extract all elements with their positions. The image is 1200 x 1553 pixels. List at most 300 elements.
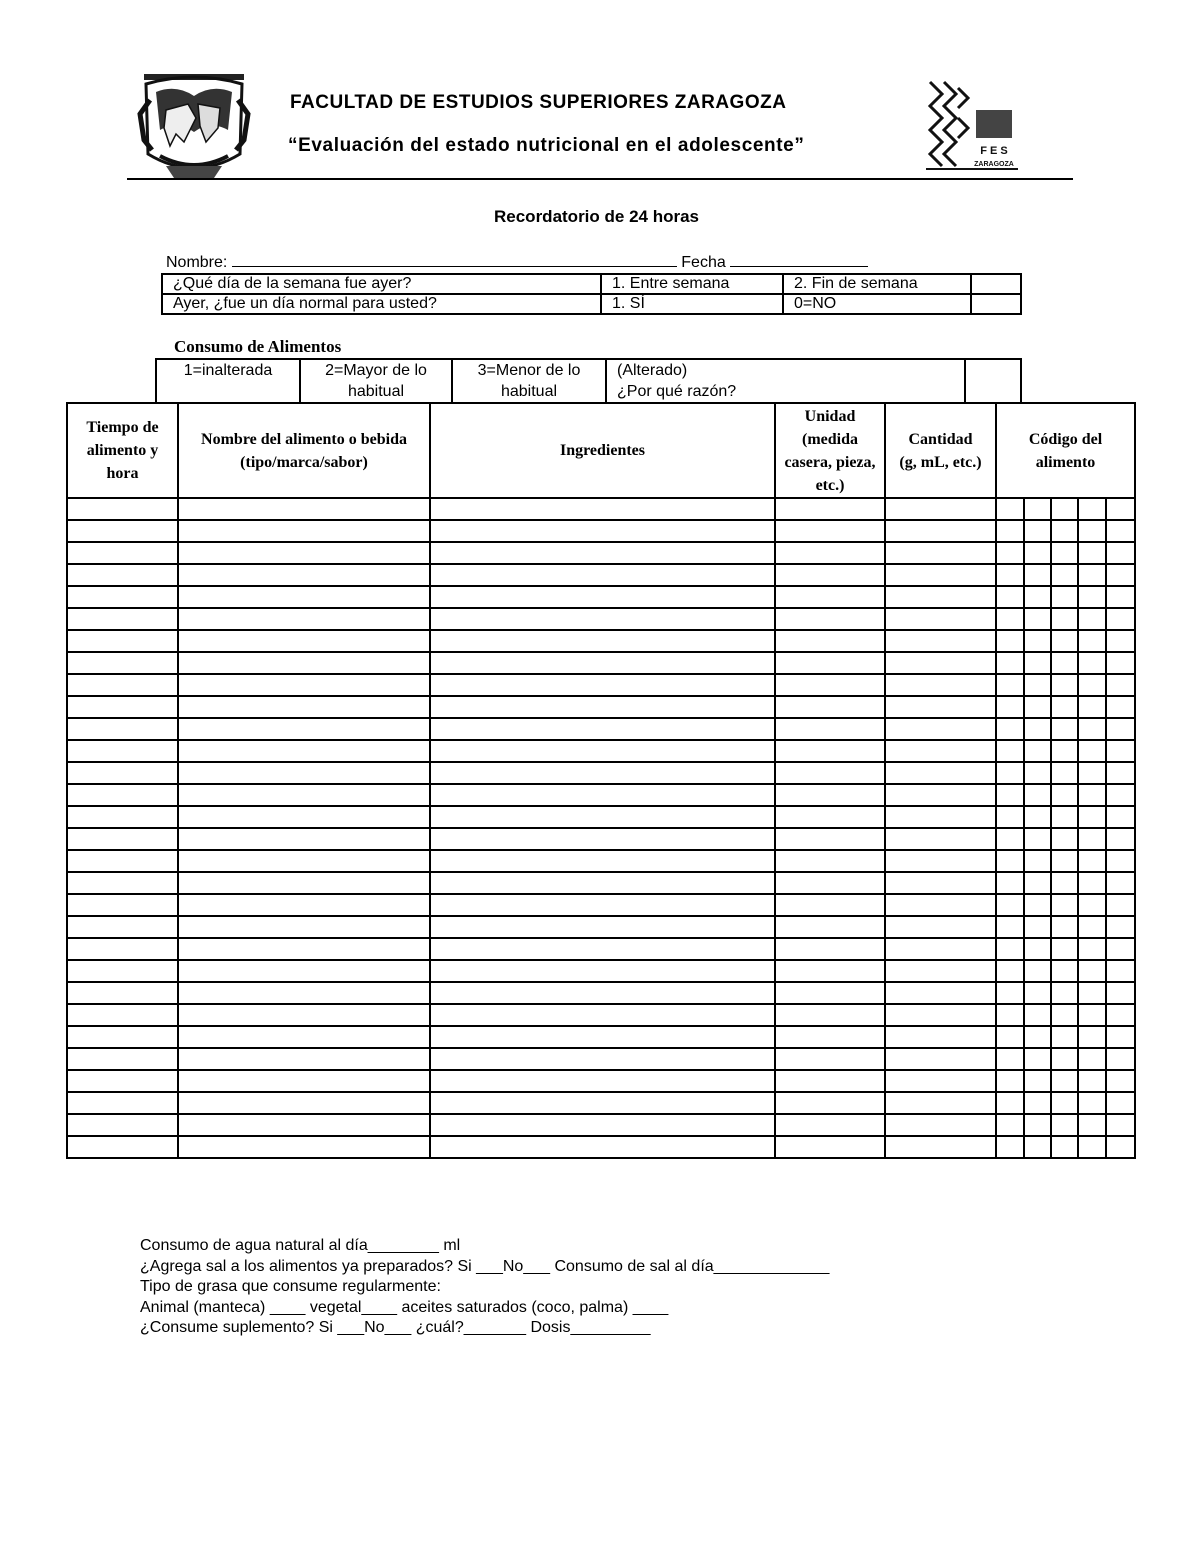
codigo-digit-cell[interactable] xyxy=(996,586,1024,608)
tiempo-cell[interactable] xyxy=(67,498,178,520)
unidad-cell[interactable] xyxy=(775,850,885,872)
ingredientes-cell[interactable] xyxy=(430,1026,775,1048)
tiempo-cell[interactable] xyxy=(67,1026,178,1048)
ingredientes-cell[interactable] xyxy=(430,1092,775,1114)
codigo-digit-cell[interactable] xyxy=(996,806,1024,828)
tiempo-cell[interactable] xyxy=(67,960,178,982)
tiempo-cell[interactable] xyxy=(67,872,178,894)
codigo-digit-cell[interactable] xyxy=(1051,498,1078,520)
codigo-digit-cell[interactable] xyxy=(1051,762,1078,784)
nombre-cell[interactable] xyxy=(178,916,430,938)
cantidad-cell[interactable] xyxy=(885,916,996,938)
ingredientes-cell[interactable] xyxy=(430,608,775,630)
codigo-digit-cell[interactable] xyxy=(1078,1048,1106,1070)
codigo-digit-cell[interactable] xyxy=(1106,586,1135,608)
ingredientes-cell[interactable] xyxy=(430,718,775,740)
unidad-cell[interactable] xyxy=(775,762,885,784)
codigo-digit-cell[interactable] xyxy=(1106,784,1135,806)
unidad-cell[interactable] xyxy=(775,938,885,960)
unidad-cell[interactable] xyxy=(775,872,885,894)
tiempo-cell[interactable] xyxy=(67,806,178,828)
codigo-digit-cell[interactable] xyxy=(1106,652,1135,674)
codigo-digit-cell[interactable] xyxy=(1024,586,1051,608)
nombre-cell[interactable] xyxy=(178,1092,430,1114)
tiempo-cell[interactable] xyxy=(67,542,178,564)
unidad-cell[interactable] xyxy=(775,696,885,718)
codigo-digit-cell[interactable] xyxy=(1051,916,1078,938)
unidad-cell[interactable] xyxy=(775,806,885,828)
nombre-cell[interactable] xyxy=(178,1048,430,1070)
nombre-cell[interactable] xyxy=(178,652,430,674)
ingredientes-cell[interactable] xyxy=(430,1004,775,1026)
cantidad-cell[interactable] xyxy=(885,520,996,542)
codigo-digit-cell[interactable] xyxy=(1106,520,1135,542)
cantidad-cell[interactable] xyxy=(885,674,996,696)
nombre-cell[interactable] xyxy=(178,498,430,520)
nombre-cell[interactable] xyxy=(178,718,430,740)
tiempo-cell[interactable] xyxy=(67,1136,178,1158)
codigo-digit-cell[interactable] xyxy=(996,1026,1024,1048)
codigo-digit-cell[interactable] xyxy=(1078,982,1106,1004)
codigo-digit-cell[interactable] xyxy=(1024,564,1051,586)
codigo-digit-cell[interactable] xyxy=(996,916,1024,938)
cantidad-cell[interactable] xyxy=(885,586,996,608)
nombre-cell[interactable] xyxy=(178,1070,430,1092)
cantidad-cell[interactable] xyxy=(885,850,996,872)
codigo-digit-cell[interactable] xyxy=(1024,828,1051,850)
unidad-cell[interactable] xyxy=(775,608,885,630)
tiempo-cell[interactable] xyxy=(67,740,178,762)
codigo-digit-cell[interactable] xyxy=(1024,1114,1051,1136)
ingredientes-cell[interactable] xyxy=(430,894,775,916)
cantidad-cell[interactable] xyxy=(885,608,996,630)
codigo-digit-cell[interactable] xyxy=(1106,542,1135,564)
codigo-digit-cell[interactable] xyxy=(1051,1026,1078,1048)
codigo-digit-cell[interactable] xyxy=(1078,498,1106,520)
nombre-cell[interactable] xyxy=(178,608,430,630)
tiempo-cell[interactable] xyxy=(67,674,178,696)
codigo-digit-cell[interactable] xyxy=(1024,982,1051,1004)
codigo-digit-cell[interactable] xyxy=(1078,938,1106,960)
codigo-digit-cell[interactable] xyxy=(1106,718,1135,740)
ingredientes-cell[interactable] xyxy=(430,520,775,542)
codigo-digit-cell[interactable] xyxy=(1024,740,1051,762)
codigo-digit-cell[interactable] xyxy=(1106,806,1135,828)
codigo-digit-cell[interactable] xyxy=(1106,1048,1135,1070)
codigo-digit-cell[interactable] xyxy=(996,1114,1024,1136)
codigo-digit-cell[interactable] xyxy=(1078,564,1106,586)
codigo-digit-cell[interactable] xyxy=(1078,1070,1106,1092)
codigo-digit-cell[interactable] xyxy=(996,608,1024,630)
codigo-digit-cell[interactable] xyxy=(1024,542,1051,564)
codigo-digit-cell[interactable] xyxy=(1078,762,1106,784)
unidad-cell[interactable] xyxy=(775,1004,885,1026)
nombre-cell[interactable] xyxy=(178,1136,430,1158)
cantidad-cell[interactable] xyxy=(885,564,996,586)
unidad-cell[interactable] xyxy=(775,982,885,1004)
cantidad-cell[interactable] xyxy=(885,740,996,762)
unidad-cell[interactable] xyxy=(775,674,885,696)
unidad-cell[interactable] xyxy=(775,542,885,564)
codigo-digit-cell[interactable] xyxy=(996,894,1024,916)
tiempo-cell[interactable] xyxy=(67,1004,178,1026)
tiempo-cell[interactable] xyxy=(67,916,178,938)
codigo-digit-cell[interactable] xyxy=(1024,674,1051,696)
codigo-digit-cell[interactable] xyxy=(1051,960,1078,982)
codigo-digit-cell[interactable] xyxy=(1024,498,1051,520)
codigo-digit-cell[interactable] xyxy=(1078,740,1106,762)
cantidad-cell[interactable] xyxy=(885,1004,996,1026)
codigo-digit-cell[interactable] xyxy=(1078,850,1106,872)
codigo-digit-cell[interactable] xyxy=(996,740,1024,762)
nombre-cell[interactable] xyxy=(178,1114,430,1136)
ingredientes-cell[interactable] xyxy=(430,740,775,762)
cantidad-cell[interactable] xyxy=(885,1114,996,1136)
codigo-digit-cell[interactable] xyxy=(1024,1092,1051,1114)
codigo-digit-cell[interactable] xyxy=(1051,806,1078,828)
codigo-digit-cell[interactable] xyxy=(1024,916,1051,938)
codigo-digit-cell[interactable] xyxy=(1051,850,1078,872)
codigo-digit-cell[interactable] xyxy=(1106,828,1135,850)
tiempo-cell[interactable] xyxy=(67,894,178,916)
codigo-digit-cell[interactable] xyxy=(1078,828,1106,850)
codigo-digit-cell[interactable] xyxy=(996,938,1024,960)
answer-box[interactable] xyxy=(971,274,1021,294)
codigo-digit-cell[interactable] xyxy=(1078,916,1106,938)
ingredientes-cell[interactable] xyxy=(430,1070,775,1092)
ingredientes-cell[interactable] xyxy=(430,806,775,828)
tiempo-cell[interactable] xyxy=(67,564,178,586)
unidad-cell[interactable] xyxy=(775,630,885,652)
nombre-cell[interactable] xyxy=(178,1004,430,1026)
codigo-digit-cell[interactable] xyxy=(996,674,1024,696)
codigo-digit-cell[interactable] xyxy=(1106,564,1135,586)
codigo-digit-cell[interactable] xyxy=(1024,1026,1051,1048)
cantidad-cell[interactable] xyxy=(885,1026,996,1048)
codigo-digit-cell[interactable] xyxy=(1078,608,1106,630)
codigo-digit-cell[interactable] xyxy=(1024,850,1051,872)
codigo-digit-cell[interactable] xyxy=(996,542,1024,564)
codigo-digit-cell[interactable] xyxy=(1051,982,1078,1004)
ingredientes-cell[interactable] xyxy=(430,674,775,696)
codigo-digit-cell[interactable] xyxy=(1024,1136,1051,1158)
codigo-digit-cell[interactable] xyxy=(1051,564,1078,586)
codigo-digit-cell[interactable] xyxy=(1024,762,1051,784)
codigo-digit-cell[interactable] xyxy=(1078,1026,1106,1048)
codigo-digit-cell[interactable] xyxy=(1078,1092,1106,1114)
codigo-digit-cell[interactable] xyxy=(1078,894,1106,916)
unidad-cell[interactable] xyxy=(775,498,885,520)
nombre-cell[interactable] xyxy=(178,740,430,762)
codigo-digit-cell[interactable] xyxy=(996,982,1024,1004)
codigo-digit-cell[interactable] xyxy=(1051,586,1078,608)
codigo-digit-cell[interactable] xyxy=(996,630,1024,652)
codigo-digit-cell[interactable] xyxy=(1051,740,1078,762)
codigo-digit-cell[interactable] xyxy=(996,960,1024,982)
cantidad-cell[interactable] xyxy=(885,498,996,520)
codigo-digit-cell[interactable] xyxy=(1051,1004,1078,1026)
ingredientes-cell[interactable] xyxy=(430,652,775,674)
unidad-cell[interactable] xyxy=(775,1070,885,1092)
ingredientes-cell[interactable] xyxy=(430,1114,775,1136)
cantidad-cell[interactable] xyxy=(885,1048,996,1070)
codigo-digit-cell[interactable] xyxy=(1024,630,1051,652)
codigo-digit-cell[interactable] xyxy=(1078,1136,1106,1158)
ingredientes-cell[interactable] xyxy=(430,696,775,718)
codigo-digit-cell[interactable] xyxy=(1051,1070,1078,1092)
codigo-digit-cell[interactable] xyxy=(1024,696,1051,718)
nombre-cell[interactable] xyxy=(178,542,430,564)
ingredientes-cell[interactable] xyxy=(430,784,775,806)
cantidad-cell[interactable] xyxy=(885,542,996,564)
codigo-digit-cell[interactable] xyxy=(1106,740,1135,762)
codigo-digit-cell[interactable] xyxy=(996,498,1024,520)
unidad-cell[interactable] xyxy=(775,1048,885,1070)
ingredientes-cell[interactable] xyxy=(430,564,775,586)
cantidad-cell[interactable] xyxy=(885,872,996,894)
cantidad-cell[interactable] xyxy=(885,652,996,674)
codigo-digit-cell[interactable] xyxy=(1078,586,1106,608)
unidad-cell[interactable] xyxy=(775,1092,885,1114)
codigo-digit-cell[interactable] xyxy=(1106,982,1135,1004)
codigo-digit-cell[interactable] xyxy=(1078,674,1106,696)
codigo-digit-cell[interactable] xyxy=(1078,520,1106,542)
codigo-digit-cell[interactable] xyxy=(1078,872,1106,894)
cantidad-cell[interactable] xyxy=(885,982,996,1004)
tiempo-cell[interactable] xyxy=(67,938,178,960)
nombre-cell[interactable] xyxy=(178,674,430,696)
codigo-digit-cell[interactable] xyxy=(1024,784,1051,806)
codigo-digit-cell[interactable] xyxy=(1024,872,1051,894)
tiempo-cell[interactable] xyxy=(67,850,178,872)
codigo-digit-cell[interactable] xyxy=(1051,828,1078,850)
codigo-digit-cell[interactable] xyxy=(1078,652,1106,674)
unidad-cell[interactable] xyxy=(775,652,885,674)
answer-box[interactable] xyxy=(965,359,1021,403)
codigo-digit-cell[interactable] xyxy=(1051,520,1078,542)
codigo-digit-cell[interactable] xyxy=(1106,498,1135,520)
codigo-digit-cell[interactable] xyxy=(1024,960,1051,982)
unidad-cell[interactable] xyxy=(775,718,885,740)
codigo-digit-cell[interactable] xyxy=(1051,718,1078,740)
ingredientes-cell[interactable] xyxy=(430,872,775,894)
unidad-cell[interactable] xyxy=(775,564,885,586)
ingredientes-cell[interactable] xyxy=(430,938,775,960)
unidad-cell[interactable] xyxy=(775,1136,885,1158)
codigo-digit-cell[interactable] xyxy=(996,718,1024,740)
unidad-cell[interactable] xyxy=(775,520,885,542)
codigo-digit-cell[interactable] xyxy=(1078,960,1106,982)
codigo-digit-cell[interactable] xyxy=(996,564,1024,586)
codigo-digit-cell[interactable] xyxy=(996,696,1024,718)
codigo-digit-cell[interactable] xyxy=(1106,1070,1135,1092)
codigo-digit-cell[interactable] xyxy=(1106,674,1135,696)
ingredientes-cell[interactable] xyxy=(430,1048,775,1070)
unidad-cell[interactable] xyxy=(775,1114,885,1136)
codigo-digit-cell[interactable] xyxy=(1024,608,1051,630)
unidad-cell[interactable] xyxy=(775,828,885,850)
ingredientes-cell[interactable] xyxy=(430,762,775,784)
tiempo-cell[interactable] xyxy=(67,652,178,674)
codigo-digit-cell[interactable] xyxy=(1051,894,1078,916)
codigo-digit-cell[interactable] xyxy=(996,520,1024,542)
nombre-cell[interactable] xyxy=(178,1026,430,1048)
tiempo-cell[interactable] xyxy=(67,784,178,806)
tiempo-cell[interactable] xyxy=(67,586,178,608)
codigo-digit-cell[interactable] xyxy=(996,784,1024,806)
unidad-cell[interactable] xyxy=(775,916,885,938)
codigo-digit-cell[interactable] xyxy=(996,872,1024,894)
ingredientes-cell[interactable] xyxy=(430,850,775,872)
ingredientes-cell[interactable] xyxy=(430,960,775,982)
codigo-digit-cell[interactable] xyxy=(1024,652,1051,674)
cantidad-cell[interactable] xyxy=(885,938,996,960)
codigo-digit-cell[interactable] xyxy=(1051,652,1078,674)
cantidad-cell[interactable] xyxy=(885,1136,996,1158)
codigo-digit-cell[interactable] xyxy=(1051,696,1078,718)
tiempo-cell[interactable] xyxy=(67,1114,178,1136)
codigo-digit-cell[interactable] xyxy=(1078,784,1106,806)
tiempo-cell[interactable] xyxy=(67,982,178,1004)
cantidad-cell[interactable] xyxy=(885,960,996,982)
tiempo-cell[interactable] xyxy=(67,608,178,630)
tiempo-cell[interactable] xyxy=(67,718,178,740)
codigo-digit-cell[interactable] xyxy=(996,1004,1024,1026)
codigo-digit-cell[interactable] xyxy=(1024,1048,1051,1070)
codigo-digit-cell[interactable] xyxy=(1106,630,1135,652)
codigo-digit-cell[interactable] xyxy=(1106,960,1135,982)
codigo-digit-cell[interactable] xyxy=(1106,1092,1135,1114)
codigo-digit-cell[interactable] xyxy=(1051,872,1078,894)
codigo-digit-cell[interactable] xyxy=(1078,542,1106,564)
codigo-digit-cell[interactable] xyxy=(1024,806,1051,828)
nombre-cell[interactable] xyxy=(178,784,430,806)
codigo-digit-cell[interactable] xyxy=(996,828,1024,850)
codigo-digit-cell[interactable] xyxy=(1024,1070,1051,1092)
codigo-digit-cell[interactable] xyxy=(1078,806,1106,828)
tiempo-cell[interactable] xyxy=(67,828,178,850)
ingredientes-cell[interactable] xyxy=(430,916,775,938)
codigo-digit-cell[interactable] xyxy=(1051,674,1078,696)
codigo-digit-cell[interactable] xyxy=(1024,938,1051,960)
cantidad-cell[interactable] xyxy=(885,1092,996,1114)
codigo-digit-cell[interactable] xyxy=(1106,872,1135,894)
codigo-digit-cell[interactable] xyxy=(1051,1136,1078,1158)
nombre-cell[interactable] xyxy=(178,762,430,784)
ingredientes-cell[interactable] xyxy=(430,828,775,850)
nombre-cell[interactable] xyxy=(178,982,430,1004)
codigo-digit-cell[interactable] xyxy=(1106,1004,1135,1026)
nombre-cell[interactable] xyxy=(178,960,430,982)
nombre-cell[interactable] xyxy=(178,850,430,872)
codigo-digit-cell[interactable] xyxy=(1106,1026,1135,1048)
ingredientes-cell[interactable] xyxy=(430,982,775,1004)
fecha-field[interactable] xyxy=(730,252,868,267)
codigo-digit-cell[interactable] xyxy=(1106,762,1135,784)
cantidad-cell[interactable] xyxy=(885,894,996,916)
cantidad-cell[interactable] xyxy=(885,762,996,784)
nombre-cell[interactable] xyxy=(178,806,430,828)
codigo-digit-cell[interactable] xyxy=(1024,1004,1051,1026)
codigo-digit-cell[interactable] xyxy=(1106,916,1135,938)
tiempo-cell[interactable] xyxy=(67,630,178,652)
unidad-cell[interactable] xyxy=(775,784,885,806)
nombre-cell[interactable] xyxy=(178,828,430,850)
tiempo-cell[interactable] xyxy=(67,1048,178,1070)
codigo-digit-cell[interactable] xyxy=(1024,718,1051,740)
codigo-digit-cell[interactable] xyxy=(1106,1114,1135,1136)
tiempo-cell[interactable] xyxy=(67,520,178,542)
ingredientes-cell[interactable] xyxy=(430,498,775,520)
nombre-cell[interactable] xyxy=(178,630,430,652)
codigo-digit-cell[interactable] xyxy=(1078,1004,1106,1026)
answer-box[interactable] xyxy=(971,294,1021,314)
nombre-cell[interactable] xyxy=(178,938,430,960)
ingredientes-cell[interactable] xyxy=(430,1136,775,1158)
codigo-digit-cell[interactable] xyxy=(1078,630,1106,652)
cantidad-cell[interactable] xyxy=(885,1070,996,1092)
cantidad-cell[interactable] xyxy=(885,718,996,740)
nombre-cell[interactable] xyxy=(178,696,430,718)
cantidad-cell[interactable] xyxy=(885,696,996,718)
codigo-digit-cell[interactable] xyxy=(1106,850,1135,872)
codigo-digit-cell[interactable] xyxy=(996,850,1024,872)
unidad-cell[interactable] xyxy=(775,586,885,608)
codigo-digit-cell[interactable] xyxy=(996,652,1024,674)
codigo-digit-cell[interactable] xyxy=(1078,718,1106,740)
ingredientes-cell[interactable] xyxy=(430,586,775,608)
ingredientes-cell[interactable] xyxy=(430,630,775,652)
codigo-digit-cell[interactable] xyxy=(996,762,1024,784)
codigo-digit-cell[interactable] xyxy=(1051,542,1078,564)
codigo-digit-cell[interactable] xyxy=(1024,520,1051,542)
cantidad-cell[interactable] xyxy=(885,828,996,850)
unidad-cell[interactable] xyxy=(775,960,885,982)
cantidad-cell[interactable] xyxy=(885,806,996,828)
nombre-cell[interactable] xyxy=(178,564,430,586)
nombre-cell[interactable] xyxy=(178,586,430,608)
codigo-digit-cell[interactable] xyxy=(1078,696,1106,718)
codigo-digit-cell[interactable] xyxy=(996,1136,1024,1158)
codigo-digit-cell[interactable] xyxy=(1051,630,1078,652)
cantidad-cell[interactable] xyxy=(885,784,996,806)
unidad-cell[interactable] xyxy=(775,1026,885,1048)
codigo-digit-cell[interactable] xyxy=(1051,1114,1078,1136)
unidad-cell[interactable] xyxy=(775,894,885,916)
nombre-cell[interactable] xyxy=(178,894,430,916)
codigo-digit-cell[interactable] xyxy=(1078,1114,1106,1136)
codigo-digit-cell[interactable] xyxy=(1106,894,1135,916)
codigo-digit-cell[interactable] xyxy=(1106,696,1135,718)
nombre-cell[interactable] xyxy=(178,520,430,542)
tiempo-cell[interactable] xyxy=(67,696,178,718)
nombre-field[interactable] xyxy=(232,252,677,267)
codigo-digit-cell[interactable] xyxy=(996,1048,1024,1070)
codigo-digit-cell[interactable] xyxy=(1106,938,1135,960)
codigo-digit-cell[interactable] xyxy=(1051,1048,1078,1070)
codigo-digit-cell[interactable] xyxy=(996,1092,1024,1114)
codigo-digit-cell[interactable] xyxy=(1051,784,1078,806)
nombre-cell[interactable] xyxy=(178,872,430,894)
codigo-digit-cell[interactable] xyxy=(1051,1092,1078,1114)
tiempo-cell[interactable] xyxy=(67,1070,178,1092)
ingredientes-cell[interactable] xyxy=(430,542,775,564)
codigo-digit-cell[interactable] xyxy=(1024,894,1051,916)
tiempo-cell[interactable] xyxy=(67,1092,178,1114)
codigo-digit-cell[interactable] xyxy=(1106,1136,1135,1158)
codigo-digit-cell[interactable] xyxy=(1106,608,1135,630)
unidad-cell[interactable] xyxy=(775,740,885,762)
